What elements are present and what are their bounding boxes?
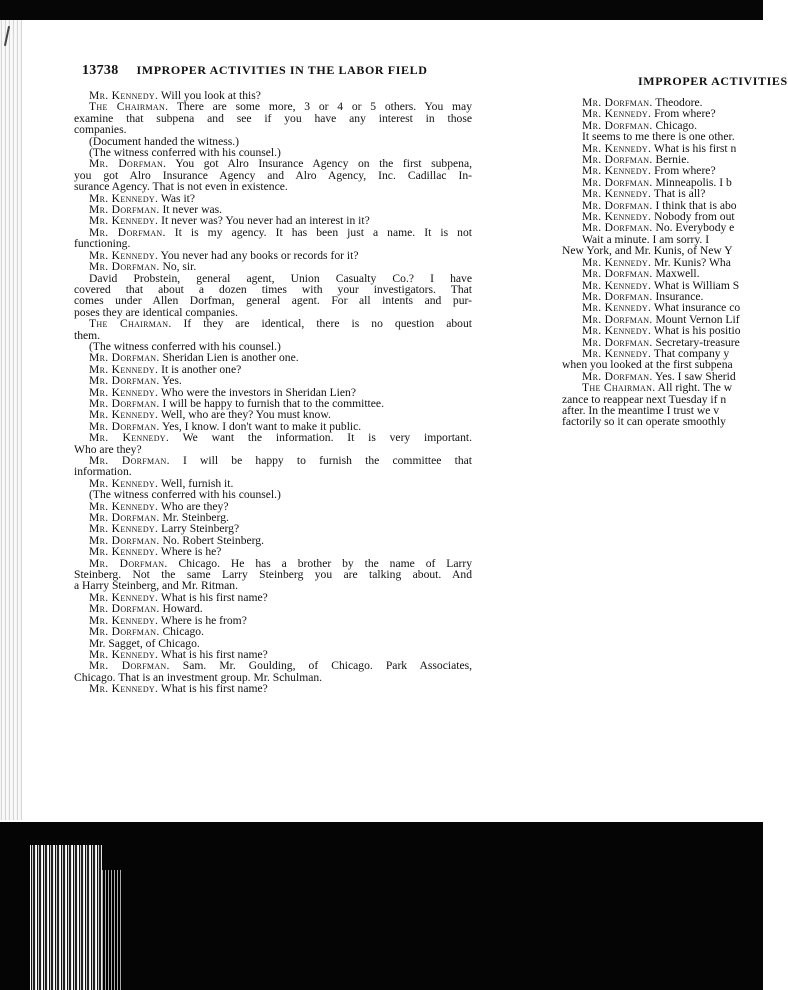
line-text: factorily so it can operate smoothly	[562, 415, 726, 429]
line-text: No. Everybody e	[652, 221, 735, 235]
line-text: (The witness conferred with his counsel.)	[89, 146, 281, 160]
speaker-name: Mr. Dorfman.	[582, 221, 653, 235]
line-text: From where?	[651, 107, 716, 121]
line-text: information.	[74, 465, 132, 479]
line-text: Steinberg. Not the same Larry Steinberg you are talking about. And	[74, 568, 472, 582]
line-text: Maxwell.	[652, 267, 700, 281]
speaker-name: Mr. Kennedy.	[582, 187, 652, 201]
line-text: Wait a minute. I am sorry. I	[582, 232, 710, 246]
line-text: New York, and Mr. Kunis, of New Y	[562, 244, 733, 258]
text-line	[562, 416, 763, 427]
line-text: You got Alro Insurance Agency on the first subpena,	[166, 157, 473, 171]
speaker-name: The Chairman.	[89, 100, 169, 114]
line-text: Chicago.	[652, 118, 697, 132]
line-text: What insurance co	[651, 301, 741, 315]
speaker-name: Mr. Kennedy.	[89, 613, 159, 627]
line-text: Theodore.	[652, 96, 703, 109]
line-text: Mr. Steinberg.	[159, 511, 229, 525]
speaker-name: Mr. Kennedy.	[582, 141, 652, 155]
speaker-name: Mr. Kennedy.	[89, 545, 159, 559]
scan-barcode-artifact	[30, 845, 102, 990]
line-text: surance Agency. That is not even in existence.	[74, 180, 288, 194]
line-text: What is his first n	[651, 141, 737, 155]
right-text-column	[562, 97, 763, 428]
text-line	[74, 227, 472, 238]
line-text: Howard.	[159, 602, 203, 616]
line-text: Sam. Mr. Goulding, of Chicago. Park Associates,	[169, 659, 472, 673]
line-text: What is his positio	[651, 324, 741, 338]
text-line	[74, 455, 472, 466]
speaker-name: Mr. Dorfman.	[89, 157, 167, 171]
speaker-name: The Chairman.	[582, 381, 656, 395]
line-text: after. In the meantime I trust we v	[562, 403, 720, 417]
scan-mark	[4, 26, 10, 46]
left-text-column	[74, 90, 472, 695]
line-text: Larry Steinberg?	[158, 522, 240, 536]
speaker-name: Mr. Dorfman.	[582, 267, 653, 281]
line-text: (The witness conferred with his counsel.)	[89, 339, 281, 353]
line-text: Well, who are they? You must know.	[158, 408, 331, 422]
running-head-left: IMPROPER ACTIVITIES IN THE LABOR FIELD	[136, 63, 428, 77]
line-text: What is his first name?	[158, 682, 268, 696]
speaker-name: Mr. Dorfman.	[582, 153, 653, 167]
line-text: Who are they?	[158, 499, 229, 513]
speaker-name: Mr. Dorfman.	[582, 118, 653, 132]
speaker-name: Mr. Kennedy.	[89, 647, 159, 661]
line-text: What is William S	[651, 278, 740, 292]
line-text: What is his first name?	[158, 647, 268, 661]
text-line	[74, 318, 472, 329]
speaker-name: Mr. Dorfman.	[89, 351, 160, 365]
text-line	[74, 113, 472, 124]
line-text: Yes.	[159, 374, 182, 388]
line-text: them.	[74, 328, 101, 342]
speaker-name: Mr. Kennedy.	[89, 89, 159, 102]
line-text: It never was? You never had an interest in it?	[158, 214, 370, 228]
line-text: What is his first name?	[158, 590, 268, 604]
speaker-name: Mr. Kennedy.	[89, 248, 159, 262]
line-text: Bernie.	[652, 153, 690, 167]
speaker-name: Mr. Dorfman.	[89, 511, 160, 525]
speaker-name: Mr. Kennedy.	[89, 191, 159, 205]
speaker-name: Mr. Kennedy.	[89, 408, 159, 422]
line-text: Secretary-treasure	[652, 335, 740, 349]
line-text: I think that is abo	[652, 198, 737, 212]
scan-barcode-artifact-2	[102, 870, 122, 990]
speaker-name: Mr. Dorfman.	[582, 96, 653, 109]
line-text: There are some more, 3 or 4 or 5 others. You may	[168, 100, 472, 114]
speaker-name: Mr. Kennedy.	[89, 499, 159, 513]
line-text: I will be happy to furnish the committee that	[169, 454, 472, 467]
line-text: Insurance.	[652, 289, 704, 303]
line-text: Well, furnish it.	[158, 476, 234, 490]
speaker-name: Mr. Kennedy.	[582, 164, 652, 178]
speaker-name: Mr. Kennedy.	[582, 255, 652, 269]
line-text: Yes. I saw Sherid	[652, 369, 736, 383]
line-text: No. Robert Steinberg.	[159, 533, 264, 547]
line-text: a Harry Steinberg, and Mr. Ritman.	[74, 579, 238, 593]
speaker-name: Mr. Kennedy.	[89, 385, 159, 399]
line-text: (The witness conferred with his counsel.)	[89, 488, 281, 502]
speaker-name: Mr. Kennedy.	[582, 278, 652, 292]
speaker-name: Mr. Kennedy.	[89, 362, 159, 376]
speaker-name: Mr. Dorfman.	[89, 556, 168, 570]
line-text: you got Alro Insurance Agency and Alro Agency, Inc. Cadillac In-	[74, 168, 472, 182]
speaker-name: Mr. Dorfman.	[582, 312, 653, 326]
line-text: companies.	[74, 123, 127, 137]
line-text: Sheridan Lien is another one.	[159, 351, 299, 365]
speaker-name: Mr. Dorfman.	[89, 602, 160, 616]
line-text: comes under Allen Dorfman, general agent. For all intents and pur-	[74, 294, 472, 308]
line-text: Where is he?	[158, 545, 222, 559]
speaker-name: Mr. Kennedy.	[582, 324, 652, 338]
speaker-name: Mr. Kennedy.	[89, 431, 170, 445]
speaker-name: Mr. Kennedy.	[89, 476, 159, 490]
scan-top-border	[0, 0, 763, 20]
speaker-name: Mr. Dorfman.	[89, 419, 160, 433]
line-text: It is my agency. It has been just a name. It is not	[165, 225, 472, 239]
line-text: poses they are identical companies.	[74, 305, 238, 319]
speaker-name: Mr. Kennedy.	[582, 107, 652, 121]
speaker-name: Mr. Dorfman.	[89, 659, 170, 673]
line-text: It is another one?	[158, 362, 242, 376]
page-number: 13738	[82, 63, 119, 78]
line-text: All right. The w	[655, 381, 733, 395]
line-text: Nobody from out	[651, 210, 735, 224]
line-text: Yes, I know. I don't want to make it public.	[159, 419, 362, 433]
speaker-name: Mr. Dorfman.	[89, 260, 160, 274]
speaker-name: Mr. Dorfman.	[582, 335, 653, 349]
speaker-name: Mr. Dorfman.	[582, 198, 653, 212]
line-text: It never was.	[159, 203, 222, 217]
line-text: Mr. Sagget, of Chicago.	[89, 636, 200, 650]
line-text: It seems to me there is one other.	[582, 130, 735, 144]
line-text: examine that subpena and see if you have any interest in those	[74, 111, 472, 125]
speaker-name: Mr. Dorfman.	[89, 203, 160, 217]
line-text: covered that about a dozen times with your investigators. That	[74, 282, 472, 296]
speaker-name: Mr. Kennedy.	[582, 346, 652, 360]
speaker-name: Mr. Kennedy.	[582, 210, 652, 224]
speaker-name: Mr. Dorfman.	[89, 625, 160, 639]
line-text: Mount Vernon Lif	[652, 312, 740, 326]
line-text: You never had any books or records for it?	[158, 248, 359, 262]
line-text: Minneapolis. I b	[652, 175, 732, 189]
line-text: That is all?	[651, 187, 706, 201]
line-text: From where?	[651, 164, 716, 178]
scan-left-binding	[0, 20, 22, 820]
speaker-name: Mr. Kennedy.	[89, 682, 159, 696]
speaker-name: Mr. Dorfman.	[89, 225, 166, 239]
line-text: Will you look at this?	[158, 89, 261, 102]
line-text: functioning.	[74, 237, 131, 251]
line-text: Who are they?	[74, 442, 142, 456]
speaker-name: Mr. Kennedy.	[89, 522, 159, 536]
line-text: Who were the investors in Sheridan Lien?	[158, 385, 356, 399]
speaker-name: Mr. Kennedy.	[582, 301, 652, 315]
speaker-name: Mr. Dorfman.	[89, 454, 170, 467]
page-header-left	[82, 61, 427, 79]
line-text: Mr. Kunis? Wha	[651, 255, 731, 269]
speaker-name: Mr. Dorfman.	[582, 175, 653, 189]
speaker-name: Mr. Dorfman.	[89, 374, 160, 388]
line-text: zance to reappear next Tuesday if n	[562, 392, 727, 406]
line-text: Chicago. That is an investment group. Mr. Schulman.	[74, 670, 323, 684]
line-text: when you looked at the first subpena	[562, 358, 733, 372]
speaker-name: Mr. Dorfman.	[89, 396, 160, 410]
line-text: I will be happy to furnish that to the committee.	[159, 396, 384, 410]
speaker-name: Mr. Dorfman.	[582, 369, 653, 383]
line-text: Where is he from?	[158, 613, 247, 627]
line-text: David Probstein, general agent, Union Casualty Co.? I have	[89, 271, 472, 285]
line-text: That company y	[651, 346, 730, 360]
text-line	[74, 683, 472, 694]
line-text: No, sir.	[159, 260, 197, 274]
line-text: We want the information. It is very important.	[169, 431, 472, 445]
speaker-name: Mr. Kennedy.	[89, 214, 159, 228]
line-text: If they are identical, there is no question about	[171, 317, 472, 331]
speaker-name: The Chairman.	[89, 317, 172, 331]
running-head-right: IMPROPER ACTIVITIES	[638, 74, 788, 88]
speaker-name: Mr. Dorfman.	[89, 533, 160, 547]
line-text: Chicago. He has a brother by the name of Larry	[167, 556, 473, 570]
line-text: Chicago.	[159, 625, 204, 639]
speaker-name: Mr. Kennedy.	[89, 590, 159, 604]
line-text: (Document handed the witness.)	[89, 134, 240, 148]
speaker-name: Mr. Dorfman.	[582, 289, 653, 303]
line-text: Was it?	[158, 191, 196, 205]
